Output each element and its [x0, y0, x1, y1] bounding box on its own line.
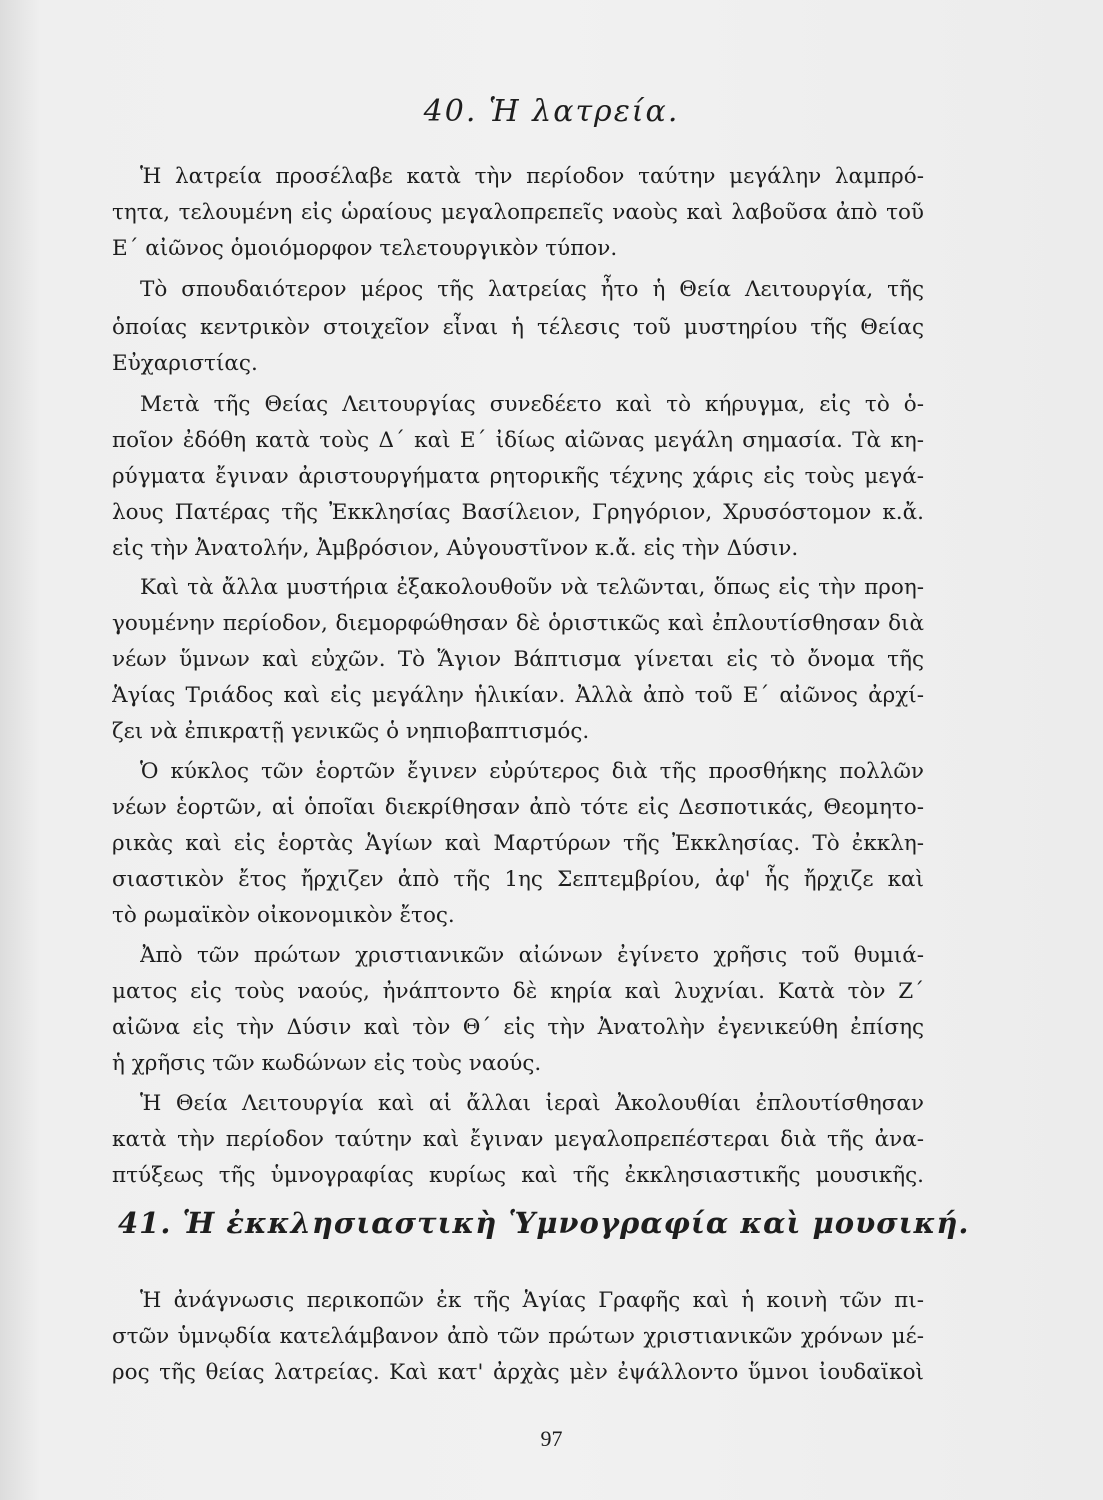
- text-line: πτύξεως τῆς ὑμνογραφίας κυρίως καὶ τῆς ἐκκλησιαστικῆς μουσικῆς.: [112, 1163, 924, 1188]
- text-line: σιαστικὸν ἔτος ἤρχιζεν ἀπὸ τῆς 1ης Σεπτεμβρίου, ἀφ' ἧς ἤρχιζε καὶ: [112, 867, 924, 892]
- text-line: ρικὰς καὶ εἰς ἑορτὰς Ἁγίων καὶ Μαρτύρων τῆς Ἐκκλησίας. Τὸ ἐκκλη-: [112, 831, 924, 856]
- text-line: νέων ἑορτῶν, αἱ ὁποῖαι διεκρίθησαν ἀπὸ τότε εἰς Δεσποτικάς, Θεομητο-: [112, 795, 924, 820]
- text-line: ὁποίας κεντρικὸν στοιχεῖον εἶναι ἡ τέλεσις τοῦ μυστηρίου τῆς Θείας: [112, 315, 924, 340]
- text-line: Καὶ τὰ ἄλλα μυστήρια ἐξακολουθοῦν νὰ τελῶνται, ὅπως εἰς τὴν προη-: [140, 575, 924, 600]
- section-41-title: 41. Ἡ ἐκκλησιαστικὴ Ὑμνογραφία καὶ μουσική.: [118, 1206, 970, 1240]
- page-number: 97: [540, 1426, 563, 1451]
- text-line: ζει νὰ ἐπικρατῇ γενικῶς ὁ νηπιοβαπτισμός.: [112, 719, 590, 744]
- text-line: ρύγματα ἔγιναν ἀριστουργήματα ρητορικῆς τέχνης χάρις εἰς τοὺς μεγά-: [112, 464, 924, 489]
- text-line: Εὐχαριστίας.: [112, 351, 258, 376]
- text-line: Ἡ Θεία Λειτουργία καὶ αἱ ἄλλαι ἱεραὶ Ἀκολουθίαι ἐπλουτίσθησαν: [140, 1091, 924, 1116]
- text-line: ποῖον ἐδόθη κατὰ τοὺς Δ΄ καὶ Ε΄ ἰδίως αἰῶνας μεγάλη σημασία. Τὰ κη-: [112, 428, 924, 453]
- text-line: κατὰ τὴν περίοδον ταύτην καὶ ἔγιναν μεγαλοπρεπέστεραι διὰ τῆς ἀνα-: [112, 1127, 924, 1152]
- text-line: στῶν ὑμνῳδία κατελάμβανον ἀπὸ τῶν πρώτων χριστιανικῶν χρόνων μέ-: [112, 1324, 924, 1349]
- text-line: Ἡ λατρεία προσέλαβε κατὰ τὴν περίοδον ταύτην μεγάλην λαμπρό-: [140, 164, 924, 189]
- text-line: λους Πατέρας τῆς Ἐκκλησίας Βασίλειον, Γρηγόριον, Χρυσόστομον κ.ἄ.: [112, 500, 924, 525]
- text-line: Ἡ ἀνάγνωσις περικοπῶν ἐκ τῆς Ἁγίας Γραφῆς καὶ ἡ κοινὴ τῶν πι-: [140, 1288, 924, 1313]
- text-line: ἡ χρῆσις τῶν κωδώνων εἰς τοὺς ναούς.: [112, 1051, 542, 1076]
- text-line: Ἁγίας Τριάδος καὶ εἰς μεγάλην ἡλικίαν. Ἀλλὰ ἀπὸ τοῦ Ε΄ αἰῶνος ἀρχί-: [112, 683, 924, 708]
- text-line: αἰῶνα εἰς τὴν Δύσιν καὶ τὸν Θ΄ εἰς τὴν Ἀνατολὴν ἐγενικεύθη ἐπίσης: [112, 1015, 924, 1040]
- text-line: γουμένην περίοδον, διεμορφώθησαν δὲ ὁριστικῶς καὶ ἐπλουτίσθησαν διὰ: [112, 611, 924, 636]
- text-line: τητα, τελουμένη εἰς ὡραίους μεγαλοπρεπεῖς ναοὺς καὶ λαβοῦσα ἀπὸ τοῦ: [112, 200, 924, 225]
- text-line: Ἀπὸ τῶν πρώτων χριστιανικῶν αἰώνων ἐγίνετο χρῆσις τοῦ θυμιά-: [140, 943, 924, 968]
- text-line: Ε΄ αἰῶνος ὁμοιόμορφον τελετουργικὸν τύπον.: [112, 236, 618, 261]
- text-line: ματος εἰς τοὺς ναούς, ἠνάπτοντο δὲ κηρία καὶ λυχνίαι. Κατὰ τὸν Ζ΄: [112, 979, 924, 1004]
- text-line: ρος τῆς θείας λατρείας. Καὶ κατ' ἀρχὰς μὲν ἐψάλλοντο ὕμνοι ἰουδαϊκοὶ: [112, 1360, 924, 1385]
- text-line: Τὸ σπουδαιότερον μέρος τῆς λατρείας ἦτο ἡ Θεία Λειτουργία, τῆς: [140, 277, 924, 302]
- text-line: Μετὰ τῆς Θείας Λειτουργίας συνεδέετο καὶ τὸ κήρυγμα, εἰς τὸ ὁ-: [140, 392, 924, 417]
- text-line: νέων ὕμνων καὶ εὐχῶν. Τὸ Ἅγιον Βάπτισμα γίνεται εἰς τὸ ὄνομα τῆς: [112, 647, 924, 672]
- text-line: τὸ ρωμαϊκὸν οἰκονομικὸν ἔτος.: [112, 903, 455, 928]
- text-line: Ὁ κύκλος τῶν ἑορτῶν ἔγινεν εὐρύτερος διὰ τῆς προσθήκης πολλῶν: [140, 759, 924, 784]
- text-line: εἰς τὴν Ἀνατολήν, Ἀμβρόσιον, Αὐγουστῖνον κ.ἄ. εἰς τὴν Δύσιν.: [112, 536, 799, 561]
- section-40-title: 40. Ἡ λατρεία.: [423, 94, 680, 129]
